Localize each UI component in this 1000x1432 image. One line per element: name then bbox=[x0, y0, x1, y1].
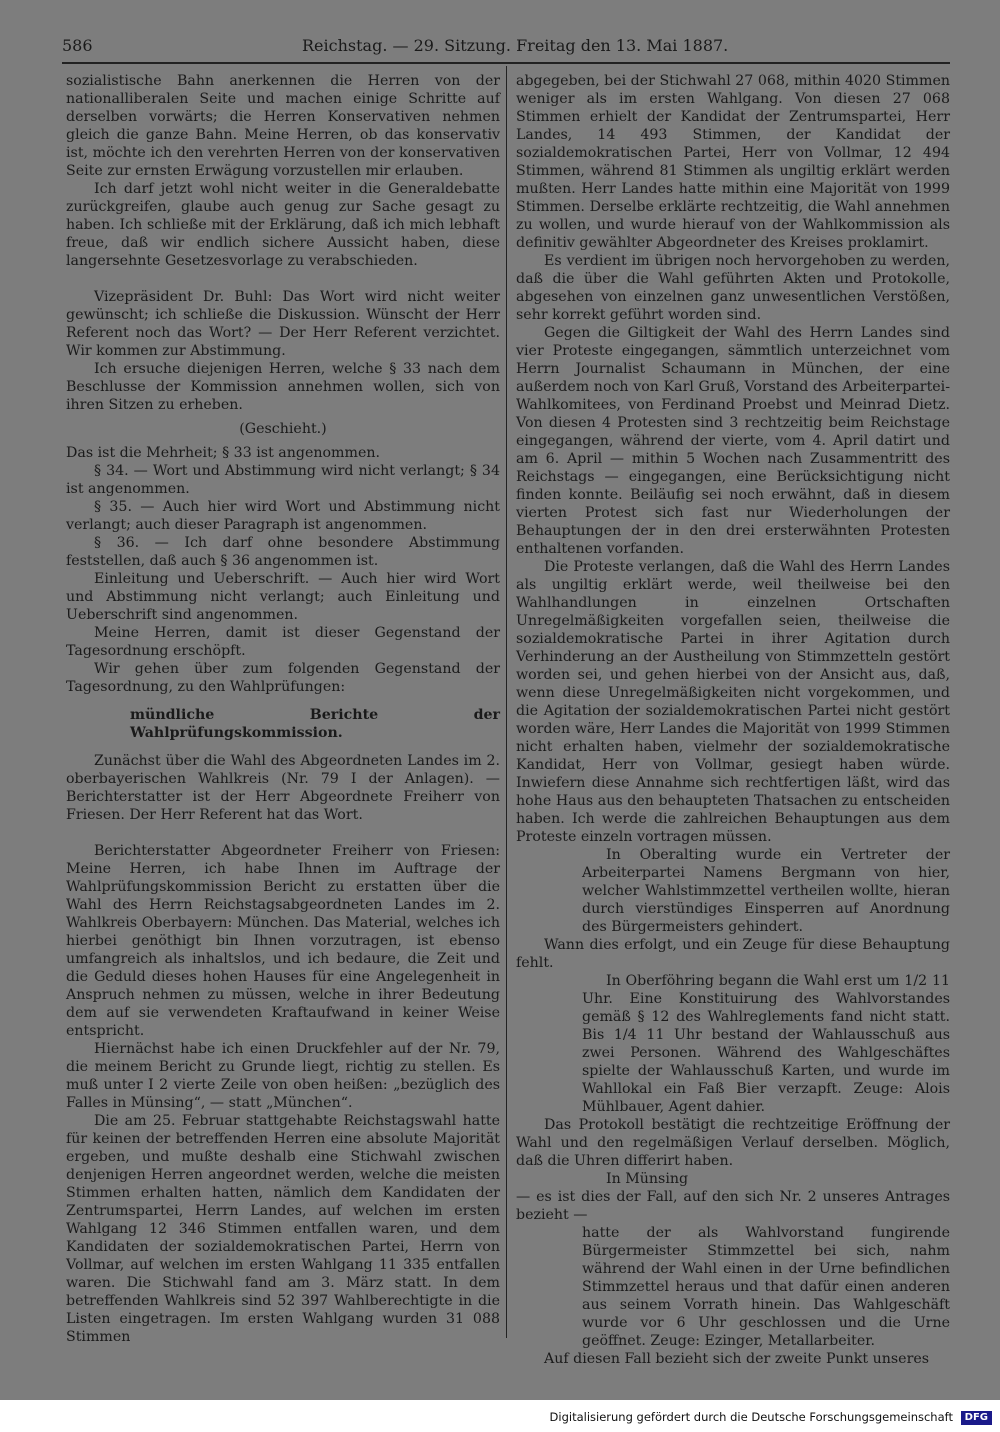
paragraph: sozialistische Bahn anerkennen die Herren von der nationalliberalen Seite und machen einige Schritte auf derselben vorwärts; die Herren Konservativen nehmen gleich die ganze Bahn. Meine Herren, ob das konservativ ist, möchte ich den verehrten Herren von der konservativen Seite zur ernsten Erwägung vorzustellen mir erlauben. bbox=[66, 73, 500, 179]
paragraph: Ich darf jetzt wohl nicht weiter in die Generaldebatte zurückgreifen, glaube auch genug zur Sache gesagt zu haben. Ich schließe mit der Erklärung, daß ich mich lebhaft freue, daß wir endlich sichere Aussicht haben, diese langersehnte Gesetzesvorlage zu verabschieden. bbox=[66, 181, 500, 269]
dfg-logo: DFG bbox=[961, 1411, 992, 1425]
footer-text: Digitalisierung gefördert durch die Deutsche Forschungsgemeinschaft bbox=[549, 1410, 953, 1424]
paragraph: abgegeben, bei der Stichwahl 27 068, mithin 4020 Stimmen weniger als im ersten Wahlgang. Von diesen 27 068 Stimmen erhielt der Kandidat der Zentrumspartei, Herr Landes, 14 493 Stimmen, der Kandidat der sozialdemokratischen Partei, Herr von Vollmar, 12 494 Stimmen, während 81 Stimmen als ungiltig erklärt werden mußten. Herr Landes hatte mithin eine Majorität von 1999 Stimmen. Derselbe erklärte rechtzeitig, die Wahl annehmen zu wollen, und wurde hierauf von der Wahlkommission als definitiv gewählter Abgeordneter des Kreises proklamirt. bbox=[516, 73, 950, 251]
paragraph: Ich ersuche diejenigen Herren, welche § 33 nach dem Beschlusse der Kommission annehmen wollen, sich von ihren Sitzen zu erheben. bbox=[66, 361, 500, 413]
paragraph: Vizepräsident Dr. Buhl: Das Wort wird nicht weiter gewünscht; ich schließe die Diskussion. Wünscht der Herr Referent noch das Wort? — Der Herr Referent verzichtet. Wir kommen zur Abstimmung. bbox=[66, 289, 500, 359]
paragraph: Einleitung und Ueberschrift. — Auch hier wird Wort und Abstimmung nicht verlangt; auch Einleitung und Ueberschrift sind angenommen. bbox=[66, 571, 500, 623]
quoted-protest: In Oberföhring begann die Wahl erst um 1/2 11 Uhr. Eine Konstituirung des Wahlvorstandes gemäß § 12 des Wahlreglements fand nicht statt. Bis 1/4 11 Uhr bestand der Wahlausschuß aus zwei Personen. Während des Wahlgeschäftes spielte der Wahlausschuß Karten, und wurde im Wahllokal ein Faß Bier verzapft. Zeuge: Alois Mühlbauer, Agent dahier. bbox=[582, 973, 950, 1115]
quoted-protest: In Oberalting wurde ein Vertreter der Arbeiterpartei Namens Bergmann von hier, welcher Wahlstimmzettel vertheilen wollte, hieran durch vierstündiges Einsperren auf Anordnung des Bürgermeisters gehindert. bbox=[582, 847, 950, 935]
left-column bbox=[66, 72, 500, 1346]
column-divider bbox=[506, 66, 507, 1338]
running-title: Reichstag. — 29. Sitzung. Freitag den 13. Mai 1887. bbox=[302, 36, 729, 55]
paragraph: Meine Herren, damit ist dieser Gegenstand der Tagesordnung erschöpft. bbox=[66, 625, 500, 659]
quoted-protest: In Münsing bbox=[606, 1171, 689, 1187]
paragraph: Das Protokoll bestätigt die rechtzeitige Eröffnung der Wahl und den regelmäßigen Verlauf derselben. Möglich, daß die Uhren differirt haben. bbox=[516, 1117, 950, 1169]
page-number: 586 bbox=[62, 36, 93, 55]
paragraph: Berichterstatter Abgeordneter Freiherr von Friesen: Meine Herren, ich habe Ihnen im Auftrage der Wahlprüfungskommission Bericht zu erstatten über die Wahl des Herrn Reichstagsabgeordneten Landes im 2. Wahlkreis Oberbayern: München. Das Material, welches ich hierbei genöthigt bin Ihnen vorzutragen, ist ebenso umfangreich als inhaltslos, und ich bedaure, die Zeit und die Geduld dieses hohen Hauses für eine Angelegenheit in Anspruch nehmen zu müssen, welche in ihrer Bedeutung dem auf sie verwendeten Kraftaufwand in keiner Weise entspricht. bbox=[66, 843, 500, 1039]
section-heading: mündliche Berichte der Wahlprüfungskommission. bbox=[130, 707, 500, 741]
quoted-protest: hatte der als Wahlvorstand fungirende Bürgermeister Stimmzettel bei sich, nahm während der Wahl einen in der Urne befindlichen Stimmzettel heraus und that dafür einen anderen aus seinem Vorrath hinein. Das Wahlgeschäft wurde vor 6 Uhr geschlossen und die Urne geöffnet. Zeuge: Ezinger, Metallarbeiter. bbox=[582, 1225, 950, 1349]
paragraph: Das ist die Mehrheit; § 33 ist angenommen. bbox=[66, 445, 380, 461]
paragraph: § 36. — Ich darf ohne besondere Abstimmung feststellen, daß auch § 36 angenommen ist. bbox=[66, 535, 500, 569]
paragraph: Hiernächst habe ich einen Druckfehler auf der Nr. 79, die meinem Bericht zu Grunde liegt, richtig zu stellen. Es muß unter I 2 vierte Zeile von oben heißen: „bezüglich des Falles in Münsing“, — statt „München“. bbox=[66, 1041, 500, 1111]
paragraph: Die am 25. Februar stattgehabte Reichstagswahl hatte für keinen der betreffenden Herren eine absolute Majorität ergeben, und mußte deshalb eine Stichwahl zwischen denjenigen Herren angeordnet werden, welche die meisten Stimmen erhalten hatten, nämlich dem Kandidaten der Zentrumspartei, Herrn Landes, auf welchen im ersten Wahlgang 12 346 Stimmen entfallen waren, und dem Kandidaten der sozialdemokratischen Partei, Herrn von Vollmar, auf welchen im ersten Wahlgang 11 335 entfallen waren. Die Stichwahl fand am 3. März statt. In dem betreffenden Wahlkreis sind 52 397 Wahlberechtigte in die Listen eingetragen. Im ersten Wahlgang wurden 31 088 Stimmen bbox=[66, 1113, 500, 1345]
paragraph: Auf diesen Fall bezieht sich der zweite Punkt unseres bbox=[544, 1351, 930, 1367]
page-header bbox=[62, 34, 950, 58]
paragraph: — es ist dies der Fall, auf den sich Nr. 2 unseres Antrages bezieht — bbox=[516, 1189, 950, 1223]
paragraph: Die Proteste verlangen, daß die Wahl des Herrn Landes als ungiltig erklärt werde, weil theilweise bei den Wahlhandlungen in einzelnen Ortschaften Unregelmäßigkeiten vorgefallen seien, theilweise die sozialdemokratische Partei in ihrer Agitation durch Verhinderung an der Austheilung von Stimmzetteln gestört worden sei, und gehen hierbei von der Ansicht aus, daß, wenn diese Unregelmäßigkeiten nicht vorgekommen, und die Agitation der sozialdemokratischen Partei nicht gestört worden wäre, Herr Landes die Majorität von 1999 Stimmen nicht erhalten haben, vielmehr der sozialdemokratische Kandidat, Herr von Vollmar, gesiegt haben würde. Inwiefern diese Annahme sich rechtfertigen läßt, wird das hohe Haus aus den behaupteten Thatsachen zu entscheiden haben. Ich werde die zahlreichen Behauptungen aus dem Proteste einzeln vortragen müssen. bbox=[516, 559, 950, 845]
footer bbox=[550, 1408, 992, 1426]
paragraph: Gegen die Giltigkeit der Wahl des Herrn Landes sind vier Proteste eingegangen, sämmtlich unterzeichnet vom Herrn Journalist Schaumann in München, der eine außerdem noch von Karl Gruß, Vorstand des Arbeiterpartei-Wahlkomitees, von Ferdinand Proebst und Meinrad Dietz. Von diesen 4 Protesten sind 3 rechtzeitig beim Reichstage eingegangen, während der vierte, vom 4. April datirt und am 6. April — mithin 5 Wochen nach Zusammentritt des Reichstags — eingegangen, eine Berücksichtigung nicht finden konnte. Beiläufig sei noch erwähnt, daß in diesem vierten Protest sich fast nur Wiederholungen der Behauptungen der in den drei ersterwähnten Protesten enthaltenen vorfanden. bbox=[516, 325, 950, 557]
paragraph: Wir gehen über zum folgenden Gegenstand der Tagesordnung, zu den Wahlprüfungen: bbox=[66, 661, 500, 695]
paragraph: § 34. — Wort und Abstimmung wird nicht verlangt; § 34 ist angenommen. bbox=[66, 463, 500, 497]
paragraph: Zunächst über die Wahl des Abgeordneten Landes im 2. oberbayerischen Wahlkreis (Nr. 79 I der Anlagen). — Berichterstatter ist der Herr Abgeordnete Freiherr von Friesen. Der Herr Referent hat das Wort. bbox=[66, 753, 500, 823]
header-rule bbox=[62, 62, 950, 64]
paragraph: § 35. — Auch hier wird Wort und Abstimmung nicht verlangt; auch dieser Paragraph ist angenommen. bbox=[66, 499, 500, 533]
stage-direction: (Geschieht.) bbox=[239, 421, 327, 437]
paragraph: Es verdient im übrigen noch hervorgehoben zu werden, daß die über die Wahl geführten Akten und Protokolle, abgesehen von einzelnen ganz unwesentlichen Verstößen, sehr korrekt geführt worden sind. bbox=[516, 253, 950, 323]
paragraph: Wann dies erfolgt, und ein Zeuge für diese Behauptung fehlt. bbox=[516, 937, 950, 971]
right-column bbox=[516, 72, 950, 1368]
